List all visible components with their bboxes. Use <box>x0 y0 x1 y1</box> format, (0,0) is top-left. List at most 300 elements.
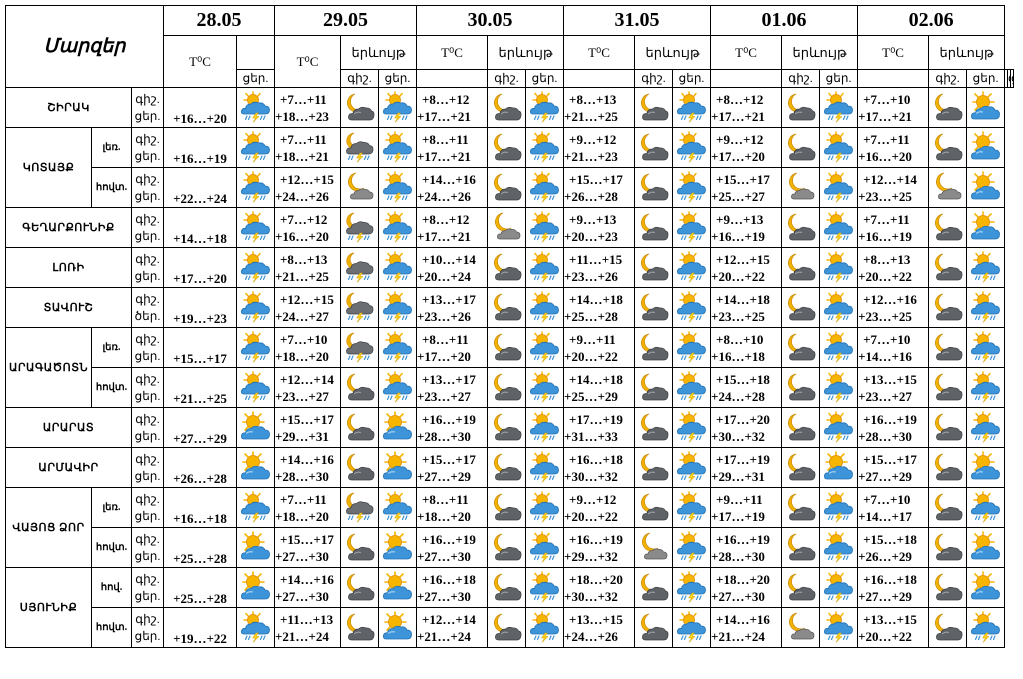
night-weather-cell <box>782 408 820 448</box>
night-temp: +13…+15 <box>569 611 623 627</box>
temp-cell <box>564 88 635 128</box>
day-weather-cell <box>526 248 564 288</box>
sun-cloud-icon <box>822 451 855 484</box>
day-label: ծեր. <box>134 308 161 323</box>
day-subheader: ցեր. <box>820 70 858 88</box>
sun-cloud-storm-icon <box>675 131 708 164</box>
sun-cloud-storm-icon <box>528 91 561 124</box>
day-weather-cell <box>967 488 1005 528</box>
day-weather-cell <box>820 608 858 648</box>
night-weather-cell <box>488 208 526 248</box>
day-weather-cell <box>673 208 711 248</box>
day-temp: +28…+30 <box>711 548 765 564</box>
night-temp: +8…+13 <box>569 91 617 107</box>
night-weather-cell <box>635 88 673 128</box>
day-weather-cell <box>379 88 417 128</box>
night-temp: +7…+10 <box>863 91 911 107</box>
day-temp: +30…+32 <box>564 588 618 604</box>
weather-cell <box>237 248 275 288</box>
sun-cloud-storm-icon <box>969 251 1002 284</box>
day-weather-cell <box>967 208 1005 248</box>
sun-cloud-storm-icon <box>675 291 708 324</box>
day-temp: +27…+29 <box>417 468 471 484</box>
sun-cloud-storm-icon <box>969 411 1002 444</box>
moon-cloud-icon <box>931 171 964 204</box>
sun-cloud-storm-icon <box>822 251 855 284</box>
night-weather-cell <box>635 488 673 528</box>
sun-cloud-storm-icon <box>528 571 561 604</box>
temp-cell <box>275 128 341 168</box>
sun-cloud-storm-icon <box>528 451 561 484</box>
moon-cloud-icon <box>490 211 523 244</box>
weather-cell <box>237 208 275 248</box>
day-label: ցեր. <box>134 148 161 163</box>
moon-dark-cloud-icon <box>490 91 523 124</box>
moon-dark-cloud-icon <box>784 531 817 564</box>
night-temp: +15…+17 <box>863 451 917 467</box>
temp-cell <box>417 488 488 528</box>
temp-cell <box>417 88 488 128</box>
moon-dark-cloud-icon <box>637 131 670 164</box>
day-weather-cell <box>526 608 564 648</box>
day-temp: +20…+22 <box>564 348 618 364</box>
night-weather-cell <box>635 568 673 608</box>
night-temp: +8…+11 <box>422 491 469 507</box>
sun-cloud-storm-icon <box>822 571 855 604</box>
sun-cloud-icon <box>969 211 1002 244</box>
weather-cell <box>237 408 275 448</box>
day-weather-cell <box>673 328 711 368</box>
region-name: ՍՅՈՒՆԻՔ <box>6 568 92 648</box>
weather-cell <box>237 608 275 648</box>
day-temp: +28…+30 <box>858 428 912 444</box>
night-temp: +13…+15 <box>863 611 917 627</box>
night-weather-cell <box>341 248 379 288</box>
day-temp: +18…+23 <box>275 108 329 124</box>
subregion-name: հովտ. <box>92 168 132 208</box>
day-label: ցեր. <box>134 268 161 283</box>
night-weather-cell <box>782 448 820 488</box>
night-weather-cell <box>488 128 526 168</box>
region-name: ԱՐԱՐԱՏ <box>6 408 132 448</box>
day-subheader: ցեր. <box>673 70 711 88</box>
moon-dark-cloud-icon <box>931 211 964 244</box>
night-label: գիշ. <box>135 571 160 586</box>
temp-cell <box>417 328 488 368</box>
temp-cell <box>417 408 488 448</box>
night-temp: +8…+11 <box>422 331 469 347</box>
night-weather-cell <box>635 368 673 408</box>
sun-cloud-storm-icon <box>381 251 414 284</box>
temp-subheader-empty <box>564 70 635 88</box>
sun-cloud-storm-icon <box>675 491 708 524</box>
night-label: գիշ. <box>135 131 160 146</box>
period-labels <box>132 448 164 488</box>
moon-dark-cloud-icon <box>931 611 964 644</box>
sun-cloud-icon <box>969 571 1002 604</box>
day-temp: +20…+22 <box>858 628 912 644</box>
temp-cell <box>275 248 341 288</box>
day-weather-cell <box>967 448 1005 488</box>
night-temp: +9…+12 <box>716 131 764 147</box>
day-temp: +23…+26 <box>564 268 618 284</box>
temp-cell <box>417 208 488 248</box>
sun-cloud-storm-icon <box>381 331 414 364</box>
sun-cloud-storm-icon <box>528 251 561 284</box>
moon-dark-cloud-icon <box>931 411 964 444</box>
night-temp: +14…+18 <box>569 371 623 387</box>
moon-dark-cloud-icon <box>343 451 376 484</box>
day-weather-cell <box>379 408 417 448</box>
night-label: գիշ. <box>135 291 160 306</box>
night-weather-cell <box>782 608 820 648</box>
temp-header: T⁰C <box>564 36 635 70</box>
day-temp: +16…+18 <box>711 348 765 364</box>
day-temp: +30…+32 <box>711 428 765 444</box>
sun-cloud-icon <box>381 451 414 484</box>
day-temp: +21…+25 <box>564 108 618 124</box>
day-weather-cell <box>673 288 711 328</box>
temp-cell <box>711 408 782 448</box>
day-temp: +23…+27 <box>858 388 912 404</box>
sun-cloud-storm-icon <box>239 211 272 244</box>
night-weather-cell <box>635 208 673 248</box>
temp-cell <box>711 568 782 608</box>
day-weather-cell <box>526 168 564 208</box>
night-weather-cell <box>635 408 673 448</box>
day-temp: +20…+22 <box>858 268 912 284</box>
day-temp: +25…+27 <box>711 188 765 204</box>
sun-cloud-storm-icon <box>822 611 855 644</box>
temp-cell: +16…+18 <box>164 488 237 528</box>
day-temp: +17…+21 <box>711 108 765 124</box>
night-temp: +14…+16 <box>422 171 476 187</box>
day-weather-cell <box>820 208 858 248</box>
weather-cell <box>237 328 275 368</box>
day-temp: +20…+23 <box>564 228 618 244</box>
table-body <box>6 88 1014 648</box>
subregion-name: հով. <box>92 568 132 608</box>
period-labels <box>132 368 164 408</box>
regions-title: Մարզեր <box>6 6 164 88</box>
night-weather-cell <box>782 208 820 248</box>
day-temp: +27…+30 <box>711 588 765 604</box>
sun-cloud-storm-icon <box>239 251 272 284</box>
day-weather-cell <box>526 208 564 248</box>
moon-dark-cloud-icon <box>784 91 817 124</box>
sun-cloud-storm-icon <box>675 171 708 204</box>
day-weather-cell <box>967 248 1005 288</box>
temp-cell <box>564 248 635 288</box>
moon-dark-cloud-icon <box>784 291 817 324</box>
night-temp: +17…+20 <box>716 411 770 427</box>
night-weather-cell <box>635 328 673 368</box>
temp-cell <box>858 448 929 488</box>
night-temp: +7…+11 <box>280 491 327 507</box>
table-row <box>6 448 1014 488</box>
weather-cell <box>237 368 275 408</box>
day-subheader: ցեր. <box>967 70 1005 88</box>
sun-cloud-storm-icon <box>528 491 561 524</box>
night-weather-cell <box>929 288 967 328</box>
weather-cell <box>237 448 275 488</box>
day-weather-cell <box>820 528 858 568</box>
day-temp: +17…+20 <box>711 148 765 164</box>
sun-cloud-icon <box>239 451 272 484</box>
moon-dark-cloud-icon <box>343 571 376 604</box>
day-weather-cell <box>379 128 417 168</box>
temp-cell <box>858 288 929 328</box>
sun-cloud-icon <box>239 531 272 564</box>
night-weather-cell <box>929 368 967 408</box>
subregion-name: լեռ. <box>92 328 132 368</box>
day-weather-cell <box>673 248 711 288</box>
day-subheader <box>1011 70 1014 88</box>
sun-cloud-storm-icon <box>528 611 561 644</box>
temp-cell <box>564 488 635 528</box>
day-label: ցեր. <box>134 428 161 443</box>
temp-cell <box>417 248 488 288</box>
temp-cell <box>275 488 341 528</box>
night-temp: +13…+15 <box>863 371 917 387</box>
night-weather-cell <box>929 248 967 288</box>
temp-cell <box>564 448 635 488</box>
night-weather-cell <box>488 488 526 528</box>
forecast-sheet <box>5 5 1014 648</box>
day-temp: +27…+29 <box>858 588 912 604</box>
moon-dark-cloud-icon <box>637 211 670 244</box>
temp-cell <box>858 328 929 368</box>
night-temp: +11…+15 <box>569 251 623 267</box>
temp-cell: +25…+28 <box>164 568 237 608</box>
day-temp: +29…+31 <box>711 468 765 484</box>
day-weather-cell <box>820 568 858 608</box>
table-row <box>6 128 1014 168</box>
night-weather-cell <box>488 528 526 568</box>
day-weather-cell <box>967 88 1005 128</box>
night-temp: +12…+15 <box>280 171 334 187</box>
day-weather-cell <box>967 568 1005 608</box>
sun-cloud-storm-icon <box>822 331 855 364</box>
day-label: ցեր. <box>134 548 161 563</box>
temp-cell: +22…+24 <box>164 168 237 208</box>
temp-cell <box>711 88 782 128</box>
night-weather-cell <box>635 248 673 288</box>
temp-cell <box>564 208 635 248</box>
night-label: գիշ. <box>135 411 160 426</box>
night-weather-cell <box>488 568 526 608</box>
sun-cloud-storm-icon <box>675 91 708 124</box>
temp-header: T⁰C <box>858 36 929 70</box>
temp-cell <box>564 328 635 368</box>
night-temp: +10…+14 <box>422 251 476 267</box>
table-header <box>6 6 1014 88</box>
weather-cell <box>237 168 275 208</box>
day-temp: +17…+21 <box>858 108 912 124</box>
day-weather-cell <box>379 608 417 648</box>
temp-cell: +14…+18 <box>164 208 237 248</box>
temp-cell <box>275 408 341 448</box>
night-temp: +16…+19 <box>716 531 770 547</box>
temp-cell <box>858 528 929 568</box>
temp-cell <box>417 568 488 608</box>
weather-header: երևույթ <box>929 36 1005 70</box>
temp-cell <box>858 488 929 528</box>
weather-header: երևույթ <box>635 36 711 70</box>
period-labels <box>132 88 164 128</box>
temp-subheader-empty <box>417 70 488 88</box>
night-temp: +7…+10 <box>863 491 911 507</box>
temp-cell <box>275 168 341 208</box>
night-weather-cell <box>782 568 820 608</box>
sun-cloud-storm-icon <box>675 331 708 364</box>
day-temp: +30…+32 <box>564 468 618 484</box>
weather-cell <box>237 528 275 568</box>
night-temp: +16…+19 <box>422 411 476 427</box>
night-weather-cell <box>488 328 526 368</box>
night-weather-cell <box>635 288 673 328</box>
moon-dark-cloud-icon <box>784 571 817 604</box>
moon-dark-cloud-icon <box>490 331 523 364</box>
moon-dark-cloud-icon <box>343 371 376 404</box>
moon-dark-cloud-icon <box>931 91 964 124</box>
moon-dark-cloud-icon <box>637 451 670 484</box>
moon-dark-cloud-icon <box>637 571 670 604</box>
day-temp: +17…+20 <box>417 348 471 364</box>
day-temp: +18…+20 <box>275 508 329 524</box>
night-weather-cell <box>929 128 967 168</box>
night-weather-cell <box>341 368 379 408</box>
night-weather-cell <box>341 488 379 528</box>
day-weather-cell <box>379 208 417 248</box>
temp-cell <box>417 368 488 408</box>
day-temp: +23…+25 <box>858 188 912 204</box>
day-temp: +17…+21 <box>417 108 471 124</box>
night-temp: +14…+18 <box>569 291 623 307</box>
region-name: ԱՐՄԱՎԻՐ <box>6 448 132 488</box>
day-weather-cell <box>379 328 417 368</box>
night-temp: +7…+10 <box>863 331 911 347</box>
moon-dark-cloud-icon <box>931 491 964 524</box>
moon-dark-cloud-icon <box>490 291 523 324</box>
sun-cloud-icon <box>969 91 1002 124</box>
sun-cloud-storm-icon <box>675 251 708 284</box>
sun-cloud-storm-icon <box>675 531 708 564</box>
temp-cell <box>858 208 929 248</box>
night-temp: +8…+10 <box>716 331 764 347</box>
day-weather-cell <box>526 88 564 128</box>
night-weather-cell <box>929 408 967 448</box>
night-weather-cell <box>488 408 526 448</box>
sun-cloud-storm-icon <box>822 491 855 524</box>
day-label: ցեր. <box>134 508 161 523</box>
sun-cloud-storm-icon <box>675 211 708 244</box>
moon-dark-cloud-icon <box>490 451 523 484</box>
day-temp: +24…+26 <box>417 188 471 204</box>
day-weather-cell <box>820 328 858 368</box>
day-temp: +23…+25 <box>711 308 765 324</box>
day-weather-cell <box>673 168 711 208</box>
night-weather-cell <box>782 168 820 208</box>
day-temp: +28…+30 <box>275 468 329 484</box>
moon-cloud-storm-icon <box>343 491 376 524</box>
night-weather-cell <box>488 88 526 128</box>
temp-cell <box>564 408 635 448</box>
day-weather-cell <box>379 448 417 488</box>
day-weather-cell <box>967 128 1005 168</box>
night-temp: +16…+18 <box>863 571 917 587</box>
weather-cell <box>237 88 275 128</box>
period-labels <box>132 208 164 248</box>
night-temp: +9…+13 <box>569 211 617 227</box>
table-row <box>6 368 1014 408</box>
night-weather-cell <box>929 608 967 648</box>
table-row <box>6 248 1014 288</box>
day-weather-cell <box>526 408 564 448</box>
sun-cloud-storm-icon <box>381 211 414 244</box>
day-weather-cell <box>673 88 711 128</box>
sun-cloud-icon <box>969 171 1002 204</box>
temp-cell <box>564 128 635 168</box>
sun-cloud-storm-icon <box>239 331 272 364</box>
temp-cell <box>417 288 488 328</box>
weather-header: երևույթ <box>341 36 417 70</box>
day-temp: +26…+29 <box>858 548 912 564</box>
day-subheader: ցեր. <box>526 70 564 88</box>
day-weather-cell <box>673 568 711 608</box>
sun-cloud-storm-icon <box>969 291 1002 324</box>
day-temp: +24…+27 <box>275 308 329 324</box>
night-subheader: գիշ. <box>782 70 820 88</box>
night-weather-cell <box>488 248 526 288</box>
night-temp: +7…+11 <box>280 91 327 107</box>
night-temp: +17…+19 <box>716 451 770 467</box>
sun-cloud-storm-icon <box>528 171 561 204</box>
moon-dark-cloud-icon <box>490 491 523 524</box>
date-header-0: 28.05 <box>164 6 275 36</box>
day-weather-cell <box>379 248 417 288</box>
day-label: ցեր. <box>134 228 161 243</box>
subregion-name: հովտ. <box>92 608 132 648</box>
moon-cloud-storm-icon <box>343 251 376 284</box>
temp-cell <box>275 448 341 488</box>
moon-dark-cloud-icon <box>637 491 670 524</box>
region-name: ԼՈՌԻ <box>6 248 132 288</box>
day-weather-cell <box>379 368 417 408</box>
sun-cloud-storm-icon <box>969 611 1002 644</box>
night-temp: +9…+11 <box>716 491 763 507</box>
moon-dark-cloud-icon <box>784 411 817 444</box>
table-row <box>6 408 1014 448</box>
night-temp: +8…+11 <box>422 131 469 147</box>
day-weather-cell <box>379 168 417 208</box>
night-weather-cell <box>782 368 820 408</box>
day-temp: +27…+30 <box>275 548 329 564</box>
day-weather-cell <box>673 488 711 528</box>
sun-cloud-storm-icon <box>381 91 414 124</box>
temp-cell <box>564 168 635 208</box>
day-temp: +23…+26 <box>417 308 471 324</box>
table-row <box>6 208 1014 248</box>
period-labels <box>132 248 164 288</box>
temp-cell <box>858 128 929 168</box>
sun-cloud-storm-icon <box>822 211 855 244</box>
day-temp: +20…+24 <box>417 268 471 284</box>
temp-cell <box>858 368 929 408</box>
night-temp: +7…+12 <box>280 211 328 227</box>
subregion-name: հովտ. <box>92 368 132 408</box>
sun-cloud-icon <box>381 411 414 444</box>
